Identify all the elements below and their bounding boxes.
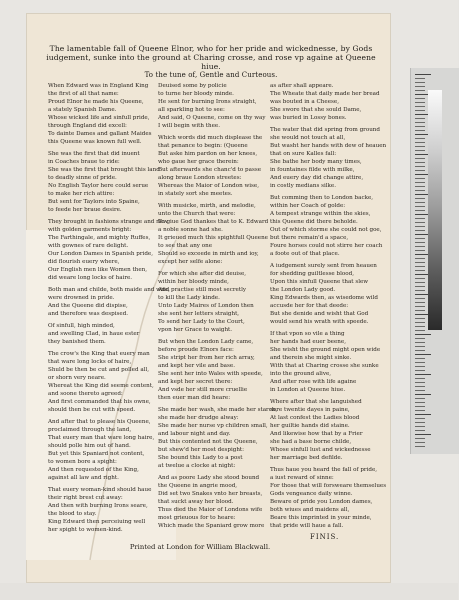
verse-line: That euery man that ware long haire, xyxy=(48,435,155,441)
verse-line: and therein she might sinke. xyxy=(270,355,352,361)
stanza xyxy=(158,270,264,334)
verse-line: Unto Lady Maires of London then xyxy=(158,303,254,309)
verse-line: to make her rich attire: xyxy=(48,191,115,197)
verse-line: her marriage bed defilde. xyxy=(270,455,343,461)
verse-line: Out of which storme she could not goe, xyxy=(270,227,382,233)
verse-line: a noble sonne had she. xyxy=(158,227,223,233)
verse-line: along braue London streetes: xyxy=(158,175,242,181)
stanza xyxy=(158,82,264,130)
verse-line: For which she after did deuise, xyxy=(158,271,247,277)
verse-line: Did set two Snakes vnto her breasts, xyxy=(158,491,263,497)
verse-line: into the ground alive, xyxy=(270,371,332,377)
verse-line: Whereat the King did seeme content, xyxy=(48,383,154,389)
verse-line: Our London Dames in Spanish pride, xyxy=(48,251,154,257)
grayscale-target xyxy=(428,90,442,330)
verse-line: And first commanded that his owne, xyxy=(48,399,151,405)
verse-line: She stript her from her rich array, xyxy=(158,355,255,361)
verse-line: King Edward then perceiuing well xyxy=(48,519,146,525)
verse-line: Whereas the Maior of London wise, xyxy=(158,183,260,189)
verse-line: A iudgement surely sent from heauen xyxy=(270,263,377,269)
stanza xyxy=(158,338,264,402)
verse-line: The water that did spring from ground xyxy=(270,127,380,133)
verse-line: they banished them. xyxy=(48,339,106,345)
text-column-2 xyxy=(158,82,278,534)
verse-line: unto the Church that were: xyxy=(158,211,236,217)
verse-line: for shedding guiltlesse blood, xyxy=(270,271,354,277)
verse-line: and swelling Clad, in haue ester xyxy=(48,331,140,337)
verse-line: Foure horses could not stirre her coach xyxy=(270,243,383,249)
verse-line: She was the first that brought this land xyxy=(48,167,160,173)
verse-line: were drowned in pride. xyxy=(48,295,115,301)
verse-line: to women bore a spight: xyxy=(48,459,117,465)
verse-line: With that at Charing crosse she sunke xyxy=(270,363,379,369)
verse-line: Gods vengeance daily winne. xyxy=(270,491,353,497)
verse-line: that on sure Kalles fall: xyxy=(270,151,337,157)
verse-line: To giue God thankes that to K. Edward xyxy=(158,219,269,225)
text-column-3 xyxy=(270,82,387,534)
verse-line: With musicke, mirth, and melodie, xyxy=(158,203,256,209)
verse-line: Upon this sinfull Queene that slew xyxy=(270,279,369,285)
verse-line: Deuised some by policie xyxy=(158,83,227,89)
verse-line: For those that will forsweare themselues xyxy=(270,483,387,489)
verse-line: They brought in fashions strange and new xyxy=(48,219,168,225)
verse-line: Beare this imprinted in your minde, xyxy=(270,515,372,521)
verse-line: this Queene was known full well. xyxy=(48,139,142,145)
stanza xyxy=(270,194,383,258)
verse-line: Thus died the Maior of Londons wife xyxy=(158,507,263,513)
verse-line: to turne her bloody minde. xyxy=(158,91,234,97)
verse-line: Which made the Spaniard grow more xyxy=(158,523,265,529)
verse-line: But comming then to London backe, xyxy=(270,195,374,201)
verse-line: It grieued much this spightfull Queene xyxy=(158,235,268,241)
ballad-title xyxy=(46,44,376,80)
verse-line: both wiues and maidens all, xyxy=(270,507,350,513)
verse-line: and kept her vile and base. xyxy=(158,363,235,369)
verse-line: in costly medians silke. xyxy=(270,183,337,189)
verse-line: That euery woman-kind should haue xyxy=(48,487,152,493)
verse-line: No English Taylor here could serue xyxy=(48,183,149,189)
verse-line: to see that any one xyxy=(158,243,213,249)
verse-line: through England did excell: xyxy=(48,123,127,129)
verse-line: Whose wicked life and sinfull pride, xyxy=(48,115,150,121)
verse-line: The Farthingale, and mighty Ruffes, xyxy=(48,235,151,241)
verse-line: Shuld be then be cut and polled all, xyxy=(48,367,150,373)
stanza xyxy=(270,126,387,190)
text-column-1 xyxy=(48,82,170,538)
verse-line: her hands had euer beene, xyxy=(270,339,346,345)
verse-line: as after shall appeare. xyxy=(270,83,334,89)
stanza xyxy=(270,262,376,326)
verse-line: that ware long locks of haire, xyxy=(48,359,132,365)
verse-line: But sent for Taylors into Spaine, xyxy=(48,199,140,205)
verse-line: vpon her Grace to waight. xyxy=(158,327,233,333)
verse-line: She made her wash, she made her starch, xyxy=(158,407,278,413)
verse-line: within her bloody minde, xyxy=(158,279,229,285)
verse-line: Beware of pride you London dames, xyxy=(270,499,373,505)
verse-line: and soone thereto agreed: xyxy=(48,391,123,397)
stanza xyxy=(48,486,154,534)
stanza xyxy=(48,286,170,318)
verse-line: At last confest the Ladies blood xyxy=(270,415,360,421)
verse-line: But she denide and wisht that God xyxy=(270,311,369,317)
stanza xyxy=(158,134,264,198)
verse-line: at twelue a clocke at night: xyxy=(158,463,236,469)
verse-line: She swore that she sould Dame, xyxy=(270,107,362,113)
verse-line: before proude Elnors face: xyxy=(158,347,234,353)
verse-line: in fountaines filde with milke, xyxy=(270,167,355,173)
verse-line: she had a base borne childe, xyxy=(270,439,352,445)
verse-line: she sent her letters straight, xyxy=(158,311,240,317)
verse-line: King Edwards then, as wisedome wild xyxy=(270,295,378,301)
verse-line: And after rose with life againe xyxy=(270,379,357,385)
verse-line: a stately Spanish Dame. xyxy=(48,107,117,113)
verse-line: the blood to stay. xyxy=(48,511,97,517)
verse-line: Whose sinfull lust and wickednesse xyxy=(270,447,371,453)
verse-line: that penance to begin: (Queene xyxy=(158,143,248,149)
verse-line: And practise still most secretly xyxy=(158,287,247,293)
verse-line: would send his wrath with speede. xyxy=(270,319,369,325)
verse-line: Our English men like Women then, xyxy=(48,267,148,273)
verse-line: Thus haue you heard the fall of pride, xyxy=(270,467,378,473)
verse-line: She bound this Lady to a post xyxy=(158,455,243,461)
verse-line: in stately sort she meetes. xyxy=(158,191,233,197)
stanza xyxy=(270,330,381,394)
stanza xyxy=(48,150,160,214)
verse-line: did flourish euery where, xyxy=(48,259,120,265)
stanza xyxy=(270,466,387,530)
verse-line: to deadly sinne of pride. xyxy=(48,175,117,181)
verse-line: she would not touch at all, xyxy=(270,135,346,141)
verse-line: Both man and childe, both maide and wife, xyxy=(48,287,170,293)
stanza xyxy=(48,322,154,346)
verse-line: a iust reward of sinne: xyxy=(270,475,334,481)
verse-line: was bouted in a Cheese, xyxy=(270,99,339,105)
verse-line: she made her drudge alway: xyxy=(158,415,239,421)
scan-bottom-margin xyxy=(0,583,458,600)
verse-line: with gownes of rare delight. xyxy=(48,243,129,249)
verse-line: to kill the Lady kinde. xyxy=(158,295,220,301)
verse-line: and labour night and day. xyxy=(158,431,231,437)
verse-line: Which words did much displease the xyxy=(158,135,263,141)
verse-line: And euery day did change attire, xyxy=(270,175,364,181)
verse-line: this Queene did there beholde. xyxy=(270,219,358,225)
stanza xyxy=(48,218,168,282)
stanza xyxy=(270,82,380,122)
verse-line: in London at Queene hiue. xyxy=(270,387,346,393)
verse-line: but shew'd her most despight: xyxy=(158,447,245,453)
verse-line: and kept her secret there: xyxy=(158,379,233,385)
verse-line: But afterwards she chanc'd to passe xyxy=(158,167,262,173)
verse-line: But yet this Spaniard not content, xyxy=(48,451,145,457)
verse-line: Proud Elnor he made his Queene, xyxy=(48,99,144,105)
verse-line: And then with burning Irons seare, xyxy=(48,503,148,509)
verse-line: their right brest cut away: xyxy=(48,495,123,501)
verse-line: the Queene in angrie mood, xyxy=(158,483,238,489)
verse-line: that suckt away her blood. xyxy=(158,499,234,505)
verse-line: The Wheate that daily made her bread xyxy=(270,91,380,97)
verse-line: To send her Lady to the Court, xyxy=(158,319,245,325)
verse-line: then euer man did heare: xyxy=(158,395,231,401)
verse-line: She made her nurse vp children small, xyxy=(158,423,268,429)
verse-line: And after that to please his Queene, xyxy=(48,419,151,425)
verse-line: proclaimed through the land, xyxy=(48,427,132,433)
stanza xyxy=(48,350,154,414)
verse-line: And then requested of the King, xyxy=(48,467,139,473)
stanza xyxy=(158,474,264,530)
verse-line: Should so exceede in mirth and ioy, xyxy=(158,251,259,257)
verse-line: in Coaches braue to ride: xyxy=(48,159,120,165)
verse-line: except her selfe alone: xyxy=(158,259,223,265)
verse-line: the London Lady good. xyxy=(270,287,336,293)
verse-line: or shorn very neare. xyxy=(48,375,106,381)
verse-line: If that vpon so vile a thing xyxy=(270,331,345,337)
title-line-2: iudgement, sunke into the ground at Charing crosse, and rose vp againe at Queene hiue. xyxy=(46,53,376,71)
imprint-line: Printed at London for William Blackwall. xyxy=(129,543,271,551)
tune-line: To the tune of, Gentle and Curteous. xyxy=(144,71,278,79)
verse-line: sore twentie dayes in paine, xyxy=(270,407,350,413)
finis-mark: FINIS. xyxy=(310,533,340,541)
verse-line: The crow's the King that euery man xyxy=(48,351,150,357)
verse-line: When Edward was in England King xyxy=(48,83,149,89)
verse-line: A tempest strange within the skies, xyxy=(270,211,371,217)
verse-line: who gaue her grace therein: xyxy=(158,159,239,165)
title-line-1: The lamentable fall of Queene Elnor, who for her pride and wickednesse, by Gods xyxy=(49,44,373,53)
verse-line: with golden garments bright: xyxy=(48,227,132,233)
verse-line: To dainte Dames and gallant Maides xyxy=(48,131,152,137)
stanza xyxy=(48,418,154,482)
verse-line: most grieuous for to heare: xyxy=(158,515,236,521)
verse-line: was buried in Lossy bones. xyxy=(270,115,347,121)
verse-line: And vsde her still more cruellie xyxy=(158,387,248,393)
verse-line: to feede her braue desire. xyxy=(48,207,122,213)
verse-line: And the Queene did dispise, xyxy=(48,303,128,309)
verse-line: that pride will haue a fall. xyxy=(270,523,344,529)
stanza xyxy=(158,406,278,470)
verse-line: She bathe her body many times, xyxy=(270,159,362,165)
verse-line: the first of all that name: xyxy=(48,91,119,97)
verse-line: within her Coach of golde: xyxy=(270,203,346,209)
verse-line: And as poore Lady she stood bound xyxy=(158,475,260,481)
stanza xyxy=(158,202,269,266)
verse-line: accusde her for that deede: xyxy=(270,303,349,309)
verse-line: did weare long locks of haire. xyxy=(48,275,133,281)
verse-line: against all law and right. xyxy=(48,475,119,481)
stanza xyxy=(270,398,376,462)
verse-line: And likewise how that by a Frier xyxy=(270,431,363,437)
verse-line: her guiltie hands did staine. xyxy=(270,423,350,429)
verse-line: should polle him out of hand. xyxy=(48,443,131,449)
verse-line: And said, O Queene, come on thy way xyxy=(158,115,266,121)
verse-line: But washt her hands with dew of heauen xyxy=(270,143,387,149)
verse-line: her spight to women-kind. xyxy=(48,527,123,533)
verse-line: a foote out of that place. xyxy=(270,251,340,257)
verse-line: He sent for burning Irons straight, xyxy=(158,99,257,105)
verse-line: all sparkling hot to see: xyxy=(158,107,225,113)
verse-line: But aske him pardon on her knees, xyxy=(158,151,258,157)
verse-line: should then be cut with speed. xyxy=(48,407,136,413)
verse-line: She sent her into Wales with speede, xyxy=(158,371,263,377)
verse-line: She wisht the ground might open wide xyxy=(270,347,381,353)
verse-line: She was the first that did inuent xyxy=(48,151,140,157)
verse-line: but there remain'd a space, xyxy=(270,235,349,241)
verse-line: But this contented not the Queene, xyxy=(158,439,258,445)
verse-line: Where after that she languished xyxy=(270,399,362,405)
stanza xyxy=(48,82,154,146)
verse-line: I will begin with thee. xyxy=(158,123,221,129)
verse-line: But when the London Lady came, xyxy=(158,339,254,345)
verse-line: Of sinfull, high minded, xyxy=(48,323,115,329)
verse-line: and therefore was despised. xyxy=(48,311,129,317)
